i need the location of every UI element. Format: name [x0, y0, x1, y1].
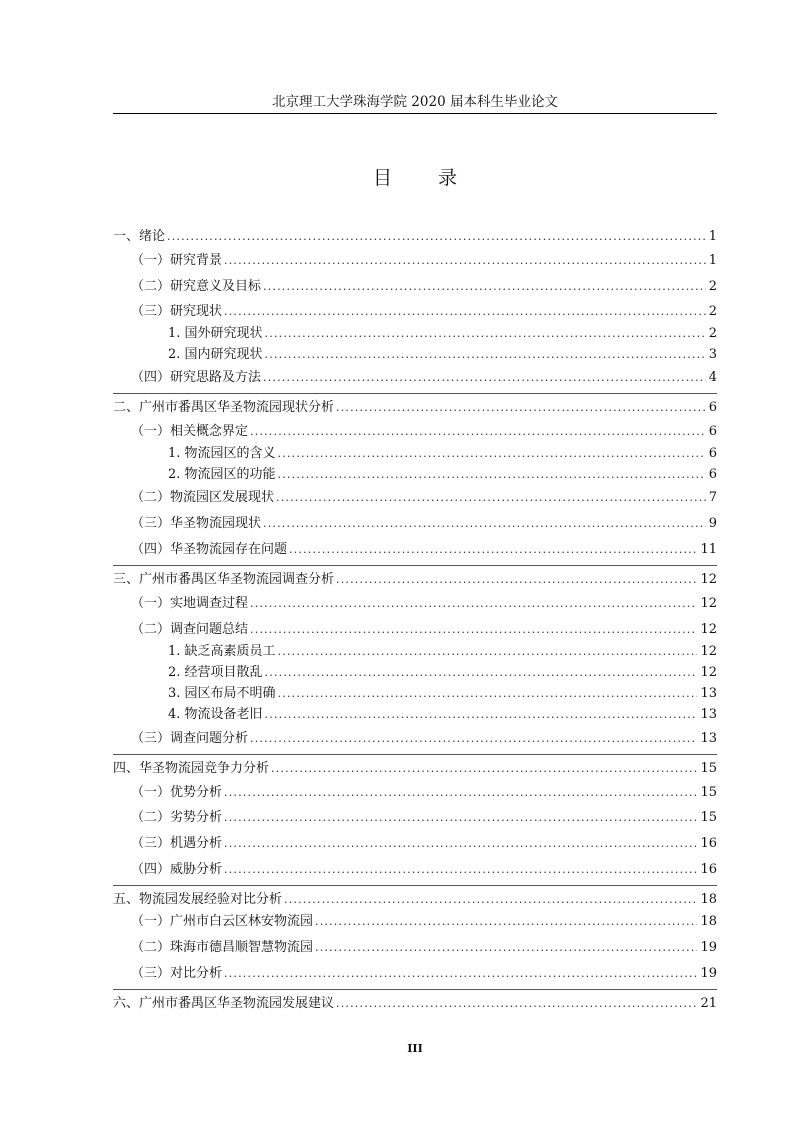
toc-entry-page: 2 — [708, 304, 717, 319]
toc-entry-label: （三）研究现状 — [131, 304, 223, 319]
dot-leader — [315, 914, 697, 930]
dot-leader — [224, 253, 706, 269]
toc-title: 目 录 — [372, 167, 478, 189]
dot-leader — [167, 229, 706, 245]
toc-entry-page: 19 — [700, 966, 717, 981]
toc-entry-page: 18 — [700, 892, 717, 907]
toc-entry-label: （三）对比分析 — [131, 966, 223, 981]
toc-entry-section[interactable] — [131, 810, 717, 826]
toc-entry-section[interactable] — [131, 370, 717, 386]
toc-entry-label: 1. 物流园区的含义 — [168, 446, 276, 461]
toc-entry-section[interactable] — [131, 940, 717, 956]
toc-entry-label: 3. 园区布局不明确 — [168, 686, 276, 701]
toc-entry-section[interactable] — [131, 596, 717, 612]
toc-entry-page: 3 — [708, 347, 717, 362]
toc-entry-subsection[interactable] — [168, 347, 717, 363]
toc-entry-page: 12 — [700, 572, 717, 587]
toc-entry-label: （一）实地调查过程 — [131, 596, 249, 611]
toc-entry-section[interactable] — [131, 836, 717, 852]
section-divider — [113, 989, 717, 990]
toc-entry-label: 五、物流园发展经验对比分析 — [113, 892, 283, 907]
toc-entry-page: 15 — [700, 785, 717, 800]
dot-leader — [278, 467, 706, 483]
toc-entry-page: 7 — [708, 490, 717, 505]
toc-entry-label: 二、广州市番禺区华圣物流园现状分析 — [113, 400, 335, 415]
toc-entry-page: 9 — [708, 516, 717, 531]
toc-entry-page: 12 — [700, 665, 717, 680]
toc-entry-page: 21 — [700, 996, 717, 1011]
toc-entry-page: 18 — [700, 914, 717, 929]
dot-leader — [278, 686, 698, 702]
dot-leader — [265, 326, 706, 342]
dot-leader — [263, 370, 706, 386]
toc-entry-page: 16 — [700, 862, 717, 877]
toc-entry-section[interactable] — [131, 914, 717, 930]
dot-leader — [284, 892, 697, 908]
dot-leader — [224, 966, 697, 982]
dot-leader — [250, 596, 697, 612]
dot-leader — [289, 542, 697, 558]
toc-entry-subsection[interactable] — [168, 665, 717, 681]
toc-entry-label: 1. 国外研究现状 — [168, 326, 263, 341]
toc-entry-label: 一、绪论 — [113, 229, 166, 244]
dot-leader — [336, 996, 697, 1012]
toc-entry-label: 2. 经营项目散乱 — [168, 665, 263, 680]
toc-entry-page: 6 — [708, 424, 717, 439]
toc-entry-section[interactable] — [131, 966, 717, 982]
toc-entry-label: （一）研究背景 — [131, 253, 223, 268]
toc-entry-subsection[interactable] — [168, 707, 717, 723]
toc-entry-page: 19 — [700, 940, 717, 955]
toc-entry-section[interactable] — [131, 279, 717, 295]
toc-entry-page: 2 — [708, 279, 717, 294]
toc-entry-subsection[interactable] — [168, 644, 717, 660]
toc-entry-label: 2. 物流园区的功能 — [168, 467, 276, 482]
toc-entry-label: 六、广州市番禺区华圣物流园发展建议 — [113, 996, 335, 1011]
toc-entry-page: 2 — [708, 326, 717, 341]
toc-entry-label: （二）调查问题总结 — [131, 622, 249, 637]
toc-entry-page: 12 — [700, 596, 717, 611]
toc-entry-label: （三）调查问题分析 — [131, 731, 249, 746]
toc-entry-section[interactable] — [131, 490, 717, 506]
toc-entry-label: 4. 物流设备老旧 — [168, 707, 263, 722]
toc-entry-label: （一）优势分析 — [131, 785, 223, 800]
toc-entry-label: （二）珠海市德昌顺智慧物流园 — [131, 940, 314, 955]
toc-entry-label: （四）华圣物流园存在问题 — [131, 542, 288, 557]
dot-leader — [315, 940, 697, 956]
section-divider — [113, 565, 717, 566]
toc-entry-page: 6 — [708, 467, 717, 482]
dot-leader — [224, 836, 697, 852]
dot-leader — [278, 446, 706, 462]
toc-entry-chapter-2[interactable] — [113, 400, 717, 416]
toc-entry-label: （二）劣势分析 — [131, 810, 223, 825]
toc-entry-page: 4 — [708, 370, 717, 385]
toc-entry-page: 11 — [700, 542, 717, 557]
dot-leader — [263, 279, 706, 295]
toc-entry-page: 16 — [700, 836, 717, 851]
dot-leader — [265, 707, 698, 723]
toc-entry-label: （三）机遇分析 — [131, 836, 223, 851]
dot-leader — [224, 810, 697, 826]
dot-leader — [276, 490, 706, 506]
toc-entry-label: （四）威胁分析 — [131, 862, 223, 877]
dot-leader — [250, 424, 706, 440]
dot-leader — [271, 761, 697, 777]
toc-entry-label: （四）研究思路及方法 — [131, 370, 262, 385]
toc-entry-page: 15 — [700, 761, 717, 776]
toc-entry-page: 1 — [708, 253, 717, 268]
dot-leader — [278, 644, 698, 660]
dot-leader — [265, 665, 698, 681]
section-divider — [113, 393, 717, 394]
dot-leader — [224, 304, 706, 320]
dot-leader — [336, 572, 697, 588]
toc-entry-page: 6 — [708, 400, 717, 415]
toc-entry-chapter-1[interactable] — [113, 229, 717, 245]
toc-entry-label: 三、广州市番禺区华圣物流园调查分析 — [113, 572, 335, 587]
toc-entry-chapter-5[interactable] — [113, 892, 717, 908]
toc-entry-label: （一）广州市白云区林安物流园 — [131, 914, 314, 929]
toc-entry-chapter-4[interactable] — [113, 761, 717, 777]
toc-entry-page: 13 — [700, 731, 717, 746]
toc-entry-chapter-6[interactable] — [113, 996, 717, 1012]
toc-entry-section[interactable] — [131, 542, 717, 558]
toc-entry-section[interactable] — [131, 862, 717, 878]
toc-entry-section[interactable] — [131, 731, 717, 747]
dot-leader — [250, 731, 697, 747]
toc-entry-label: （二）研究意义及目标 — [131, 279, 262, 294]
toc-entry-subsection[interactable] — [168, 326, 717, 342]
toc-entry-page: 15 — [700, 810, 717, 825]
dot-leader — [224, 862, 697, 878]
dot-leader — [263, 516, 706, 532]
toc-entry-page: 12 — [700, 622, 717, 637]
toc-entry-page: 12 — [700, 644, 717, 659]
page-header: 北京理工大学珠海学院 2020 届本科生毕业论文 — [272, 94, 558, 110]
toc-entry-section[interactable] — [131, 622, 717, 638]
toc-entry-subsection[interactable] — [168, 446, 717, 462]
toc-entry-section[interactable] — [131, 516, 717, 532]
toc-entry-section[interactable] — [131, 424, 717, 440]
toc-entry-section[interactable] — [131, 304, 717, 320]
toc-entry-section[interactable] — [131, 785, 717, 801]
toc-entry-label: 1. 缺乏高素质员工 — [168, 644, 276, 659]
toc-entry-page: 6 — [708, 446, 717, 461]
section-divider — [113, 754, 717, 755]
dot-leader — [250, 622, 697, 638]
toc-entry-page: 13 — [700, 707, 717, 722]
toc-entry-page: 13 — [700, 686, 717, 701]
dot-leader — [336, 400, 706, 416]
toc-entry-page: 1 — [708, 229, 717, 244]
toc-entry-label: （三）华圣物流园现状 — [131, 516, 262, 531]
dot-leader — [265, 347, 706, 363]
toc-entry-section[interactable] — [131, 253, 717, 269]
toc-entry-label: 2. 国内研究现状 — [168, 347, 263, 362]
dot-leader — [224, 785, 697, 801]
toc-entry-label: （二）物流园区发展现状 — [131, 490, 275, 505]
toc-entry-subsection[interactable] — [168, 686, 717, 702]
page-number: III — [407, 1042, 423, 1055]
toc-entry-label: 四、华圣物流园竞争力分析 — [113, 761, 270, 776]
toc-entry-subsection[interactable] — [168, 467, 717, 483]
toc-entry-label: （一）相关概念界定 — [131, 424, 249, 439]
section-divider — [113, 885, 717, 886]
toc-entry-chapter-3[interactable] — [113, 572, 717, 588]
